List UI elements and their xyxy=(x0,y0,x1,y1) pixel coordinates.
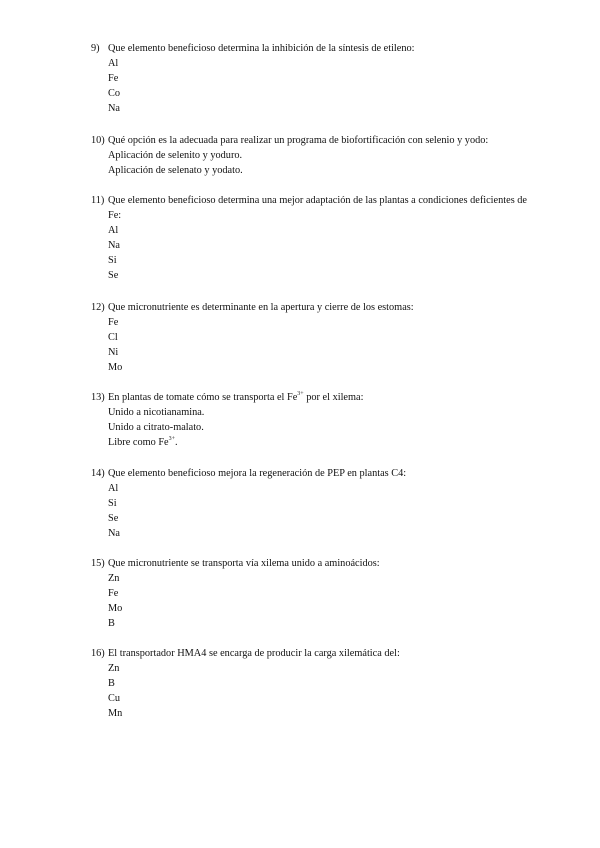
question-number: 9) xyxy=(91,43,100,54)
question-number: 16) xyxy=(91,648,105,659)
option-item: Al xyxy=(108,225,119,236)
option-item: Mn xyxy=(108,708,123,719)
question-14 xyxy=(91,466,527,541)
option-item: B xyxy=(108,678,115,689)
option-item: Fe xyxy=(108,317,119,328)
options-list xyxy=(108,315,527,375)
option-item: Zn xyxy=(108,663,120,674)
option-item: B xyxy=(108,618,115,629)
question-number: 13) xyxy=(91,392,105,403)
option-item: Mo xyxy=(108,362,123,373)
option-item: Cl xyxy=(108,332,118,343)
question-text: Que elemento beneficioso determina una mejor adaptación de las plantas a condiciones deficientes de Fe: xyxy=(108,195,527,221)
option-item: Si xyxy=(108,498,117,509)
question-number: 15) xyxy=(91,558,105,569)
superscript-charge: 3+ xyxy=(168,435,176,442)
option-item: Se xyxy=(108,270,119,281)
option-item: Si xyxy=(108,255,117,266)
question-text: El transportador HMA4 se encarga de producir la carga xilemática del: xyxy=(108,648,400,659)
option-item: Mo xyxy=(108,603,123,614)
option-item: Ni xyxy=(108,347,119,358)
question-11 xyxy=(91,193,527,283)
option-item: Unido a nicotianamina. xyxy=(108,407,205,418)
question-text: En plantas de tomate cómo se transporta el $Fe^{3+}$ por el xilema: xyxy=(108,390,364,403)
option-item: Se xyxy=(108,513,119,524)
option-item: Fe xyxy=(108,73,119,84)
question-10 xyxy=(91,133,527,178)
question-number: 12) xyxy=(91,302,105,313)
option-item: Na xyxy=(108,240,121,251)
question-9 xyxy=(91,41,527,116)
option-item: Libre como $Fe^{3+}$. xyxy=(108,435,178,448)
question-text: Que micronutriente es determinante en la apertura y cierre de los estomas: xyxy=(108,302,414,313)
question-text: Que elemento beneficioso determina la inhibición de la síntesis de etileno: xyxy=(108,43,415,54)
question-12 xyxy=(91,300,527,375)
option-item: Aplicación de selenito y yoduro. xyxy=(108,150,243,161)
option-item: Co xyxy=(108,88,121,99)
question-number: 14) xyxy=(91,468,105,479)
option-item: Cu xyxy=(108,693,121,704)
question-text: Que elemento beneficioso mejora la regeneración de PEP en plantas C4: xyxy=(108,468,407,479)
question-16 xyxy=(91,646,527,721)
options-list xyxy=(108,56,527,116)
option-item: Na xyxy=(108,528,121,539)
option-item: Na xyxy=(108,103,121,114)
options-list xyxy=(108,481,527,541)
option-item: Unido a citrato-malato. xyxy=(108,422,204,433)
question-number: 11) xyxy=(91,195,105,206)
question-number: 10) xyxy=(91,135,105,146)
option-item: Aplicación de selenato y yodato. xyxy=(108,165,243,176)
options-list xyxy=(108,405,527,450)
option-item: Al xyxy=(108,483,119,494)
options-list xyxy=(108,148,527,178)
question-15 xyxy=(91,556,527,631)
option-item: Al xyxy=(108,58,119,69)
options-list xyxy=(108,223,527,283)
question-13 xyxy=(91,390,527,450)
options-list xyxy=(108,661,527,721)
option-item: Fe xyxy=(108,588,119,599)
question-text: Qué opción es la adecuada para realizar un programa de biofortificación con selenio y yodo: xyxy=(108,135,489,146)
options-list xyxy=(108,571,527,631)
superscript-charge: 3+ xyxy=(297,390,304,397)
question-text: Que micronutriente se transporta vía xilema unido a aminoácidos: xyxy=(108,558,380,569)
option-item: Zn xyxy=(108,573,120,584)
